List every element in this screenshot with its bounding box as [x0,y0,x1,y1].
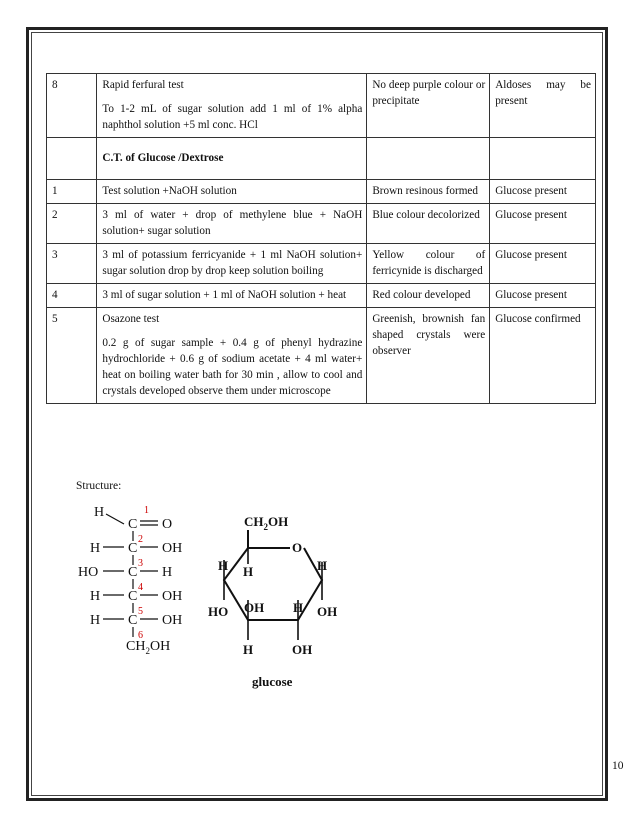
inference: Aldoses may be present [490,74,596,138]
haworth-oh-c3: OH [244,600,265,615]
empty-cell [47,138,97,180]
haworth-ch2oh: $CH_2OH$ [244,514,289,532]
test-title: Rapid ferfural test [102,79,184,91]
test-procedure [97,74,367,138]
section-title: C.T. of Glucose /Dextrose [102,152,224,164]
haworth-oh-c1: OH [317,604,338,619]
empty-cell [367,138,490,180]
fischer-c4-left: H [90,589,101,604]
test-title: Osazone test [102,313,160,325]
fischer-c3-right: H [162,565,173,580]
fischer-c1: C [128,517,138,532]
haworth-h-c5: H [243,564,254,579]
table-row [47,284,596,308]
glucose-structure-diagram [72,500,338,700]
haworth-ho-c4: HO [208,604,229,619]
structure-label: Structure: [76,480,122,492]
inference: Glucose present [490,284,596,308]
test-number: 8 [47,74,97,138]
fischer-c4-number: 4 [138,582,143,593]
inference: Glucose confirmed [490,308,596,404]
fischer-c5-left: H [90,613,101,628]
fischer-c4-right: OH [162,589,183,604]
empty-cell [490,138,596,180]
haworth-caption: glucose [252,674,293,689]
section-title-cell [97,138,367,180]
fischer-c2-number: 2 [138,534,143,545]
fischer-c3: C [128,565,138,580]
observation: Red colour developed [367,284,490,308]
observation: Greenish, brownish fan shaped crystals were observer [367,308,490,404]
test-number: 2 [47,204,97,244]
fischer-projection [78,505,182,656]
haworth-h-c2: H [293,600,304,615]
test-number: 1 [47,180,97,204]
haworth-h-c1: H [317,558,328,573]
observation: No deep purple colour or precipitate [367,74,490,138]
haworth-ring-oxygen: O [292,540,303,555]
table-row [47,308,596,404]
table-row [47,74,596,138]
haworth-h-c4: H [218,558,229,573]
table-row [47,244,596,284]
fischer-c1-number: 1 [144,505,149,516]
observation: Blue colour decolorized [367,204,490,244]
fischer-c6-group: $CH_2OH$ [126,639,171,656]
fischer-c3-left: HO [78,565,99,580]
test-procedure: Test solution +NaOH solution [97,180,367,204]
fischer-c1-oxygen: O [162,517,173,532]
fischer-c2: C [128,541,138,556]
fischer-c4: C [128,589,138,604]
fischer-c6-number: 6 [138,630,143,641]
inference: Glucose present [490,204,596,244]
test-procedure: 3 ml of sugar solution + 1 ml of NaOH solution + heat [97,284,367,308]
fischer-c5-right: OH [162,613,183,628]
fischer-c5-number: 5 [138,606,143,617]
table-row [47,180,596,204]
page-number: 10 [612,760,624,772]
test-procedure: 3 ml of water + drop of methylene blue + NaOH solution+ sugar solution [97,204,367,244]
tests-table [46,73,596,404]
test-number: 5 [47,308,97,404]
test-procedure: 3 ml of potassium ferricyanide + 1 ml NaOH solution+ sugar solution drop by drop keep solution boiling [97,244,367,284]
haworth-projection [208,514,337,689]
observation: Yellow colour of ferricynide is discharged [367,244,490,284]
inference: Glucose present [490,244,596,284]
haworth-oh-c2: OH [292,642,313,657]
test-detail: To 1-2 mL of sugar solution add 1 ml of 1% alpha naphthol solution +5 ml conc. HCl [102,103,363,131]
test-detail: 0.2 g of sugar sample + 0.4 g of phenyl hydrazine hydrochloride + 0.6 g of sodium acetate + 4 ml water+ heat on boiling water bath for 30 min , allow to cool and crystals developed observe them under microscope [102,337,363,397]
inference: Glucose present [490,180,596,204]
fischer-c3-number: 3 [138,558,143,569]
test-number: 3 [47,244,97,284]
fischer-c2-left: H [90,541,101,556]
fischer-c2-right: OH [162,541,183,556]
test-procedure [97,308,367,404]
fischer-c5: C [128,613,138,628]
fischer-top-h: H [94,505,105,520]
table-row [47,204,596,244]
table-row [47,138,596,180]
haworth-h-c3: H [243,642,254,657]
observation: Brown resinous formed [367,180,490,204]
test-number: 4 [47,284,97,308]
